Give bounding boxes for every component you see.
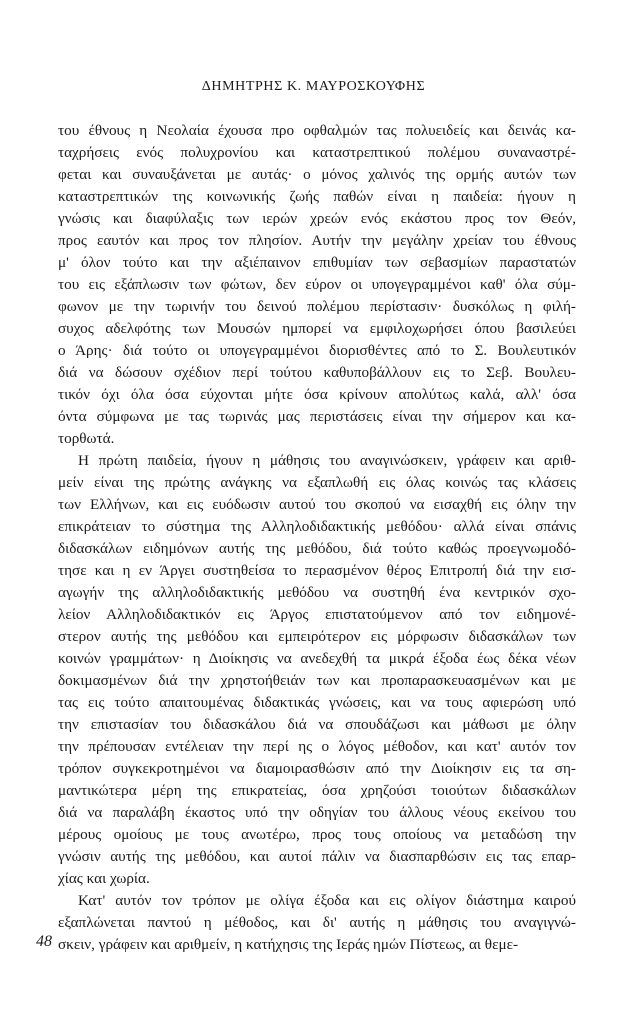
text-line: δοκιμασμένων διά την χρηστοήθειάν των και προπαρασκευασμένων και με xyxy=(58,672,576,689)
text-line: του εις εξάπλωσιν των φώτων, δεν εύρον οι υπογεγραμμένοι καθ' όλα σύμ- xyxy=(58,276,576,293)
text-line: την επιστασίαν του διδασκάλου διά να σπουδάζωσι και μάθωσι με όλην xyxy=(58,716,576,733)
text-line: μείν είναι της πρώτης ανάγκης να εξαπλωθή εις όλας κοινώς τας κλάσεις xyxy=(58,474,576,491)
text-line: Κατ' αυτόν τον τρόπον με ολίγα έξοδα και εις ολίγον διάστημα καιρού xyxy=(78,892,576,909)
paragraph xyxy=(58,450,576,890)
text-line: διά να δώσουν σχέδιον περί τούτου καθυποβάλλουν εις το Σεβ. Βουλευ- xyxy=(58,364,576,381)
text-line: όντα σύμφωνα με τας τωρινάς μας περιστάσεις είναι την σήμερον και κα- xyxy=(58,408,576,425)
text-line: κοινών γραμμάτων· η Διοίκησις να ανεδεχθή τα μικρά έξοδα έως δέκα νέων xyxy=(58,650,576,667)
text-line: σκειν, γράφειν και αριθμείν, η κατήχησις της Ιεράς ημών Πίστεως, αι θεμε- xyxy=(58,936,519,953)
running-head: ΔΗΜΗΤΡΗΣ Κ. ΜΑΥΡΟΣΚΟΥΦΗΣ xyxy=(201,79,426,94)
text-line: μαντικώτερα μέρη της επικρατείας, όσα χρηζούσι τοιούτων διδασκάλων xyxy=(58,782,576,799)
text-line: διδασκάλων ειδημόνων αυτής της μεθόδου, διά τούτο καθώς προεγνωμοδό- xyxy=(58,540,576,557)
text-line: χίας και χωρία. xyxy=(58,870,150,887)
paragraph xyxy=(58,120,576,450)
text-line: τας εις τούτο απαιτουμένας διδακτικάς γνώσεις, και να τους αφιερώση υπό xyxy=(58,694,576,711)
text-line: ταχρήσεις ενός πολυχρονίου και καταστρεπτικού πολέμου συναναστρέ- xyxy=(58,144,576,161)
text-line: μέρους ομοίους με τους ανωτέρω, προς τους οποίους να μεταδώση την xyxy=(58,826,576,843)
text-line: συχος αδελφότης των Μουσών ημπορεί να εμφιλοχωρήσει όπου βασιλεύει xyxy=(58,320,576,337)
text-line: φεται και συναυξάνεται με αυτάς· ο μόνος χαλινός της ορμής αυτών των xyxy=(58,166,576,183)
text-line: αγωγήν της αλληλοδιδακτικής μεθόδου να συστηθή ένα κεντρικόν σχο- xyxy=(58,584,576,601)
body-text xyxy=(58,120,576,956)
text-line: τορθωτά. xyxy=(58,430,115,447)
text-line: διά να παραλάβη έκαστος υπό την οδηγίαν του άλλους νέους εκείνου του xyxy=(58,804,576,821)
text-line: των Ελλήνων, και εις ευόδωσιν αυτού του σκοπού να εισαχθή εις όλην την xyxy=(58,496,576,513)
text-line: μ' όλον τούτο και την αξιέπαινον επιθυμίαν των σεβασμίων παραστατών xyxy=(58,254,576,271)
text-line: επικράτειαν το σύστημα της Αλληλοδιδακτικής μεθόδου· αλλά είναι σπάνις xyxy=(58,518,576,535)
text-line: τησε και η εν Άργει συστηθείσα το περασμένον θέρος Επιτροπή διά την εισ- xyxy=(58,562,576,579)
text-line: καταστρεπτικών της κοινωνικής ζωής παθών είναι η παιδεία: ήγουν η xyxy=(58,188,576,205)
text-line: Η πρώτη παιδεία, ήγουν η μάθησις του αναγινώσκειν, γράφειν και αριθ- xyxy=(78,452,576,469)
text-line: προς εαυτόν και προς τον πλησίον. Αυτήν την μεγάλην χρείαν του έθνους xyxy=(58,232,576,249)
text-line: τικόν όχι όλα όσα εύχονται μήτε όσα κρίνουν απολύτως καλά, αλλ' όσα xyxy=(58,386,576,403)
text-line: την πρέπουσαν εντέλειαν την περί ης ο λόγος μέθοδον, και κατ' αυτόν τον xyxy=(58,738,576,755)
page-number: 48 xyxy=(36,933,52,950)
text-line: εξαπλώνεται παντού η μέθοδος, και δι' αυτής η μάθησις του αναγιγνώ- xyxy=(58,914,576,931)
text-line: ο Άρης· διά τούτο οι υπογεγραμμένοι διορισθέντες από το Σ. Βουλευτικόν xyxy=(58,342,576,359)
paragraph xyxy=(58,890,576,956)
text-line: τρόπον συγκεκροτημένοι να διαμοιρασθώσιν από την Διοίκησιν εις τα ση- xyxy=(58,760,576,777)
text-line: γνώσιν αυτής της μεθόδου, και αυτοί πάλιν να διασπαρθώσιν εις τας επαρ- xyxy=(58,848,576,865)
text-line: στερον αυτής της μεθόδου και εμπειρότερον εις μόρφωσιν διδασκάλων των xyxy=(58,628,576,645)
text-line: φωνον με την τωρινήν του δεινού πολέμου περίστασιν· δυσκόλως η φιλή- xyxy=(58,298,576,315)
text-line: του έθνους η Νεολαία έχουσα προ οφθαλμών τας πολυειδείς και δεινάς κα- xyxy=(58,122,576,139)
text-line: γνώσις και διαφύλαξις των ιερών χρεών ενός εκάστου προς τον Θεόν, xyxy=(58,210,576,227)
text-line: λείον Αλληλοδιδακτικόν εις Άργος επιστατούμενον από τον ειδημονέ- xyxy=(58,606,576,623)
